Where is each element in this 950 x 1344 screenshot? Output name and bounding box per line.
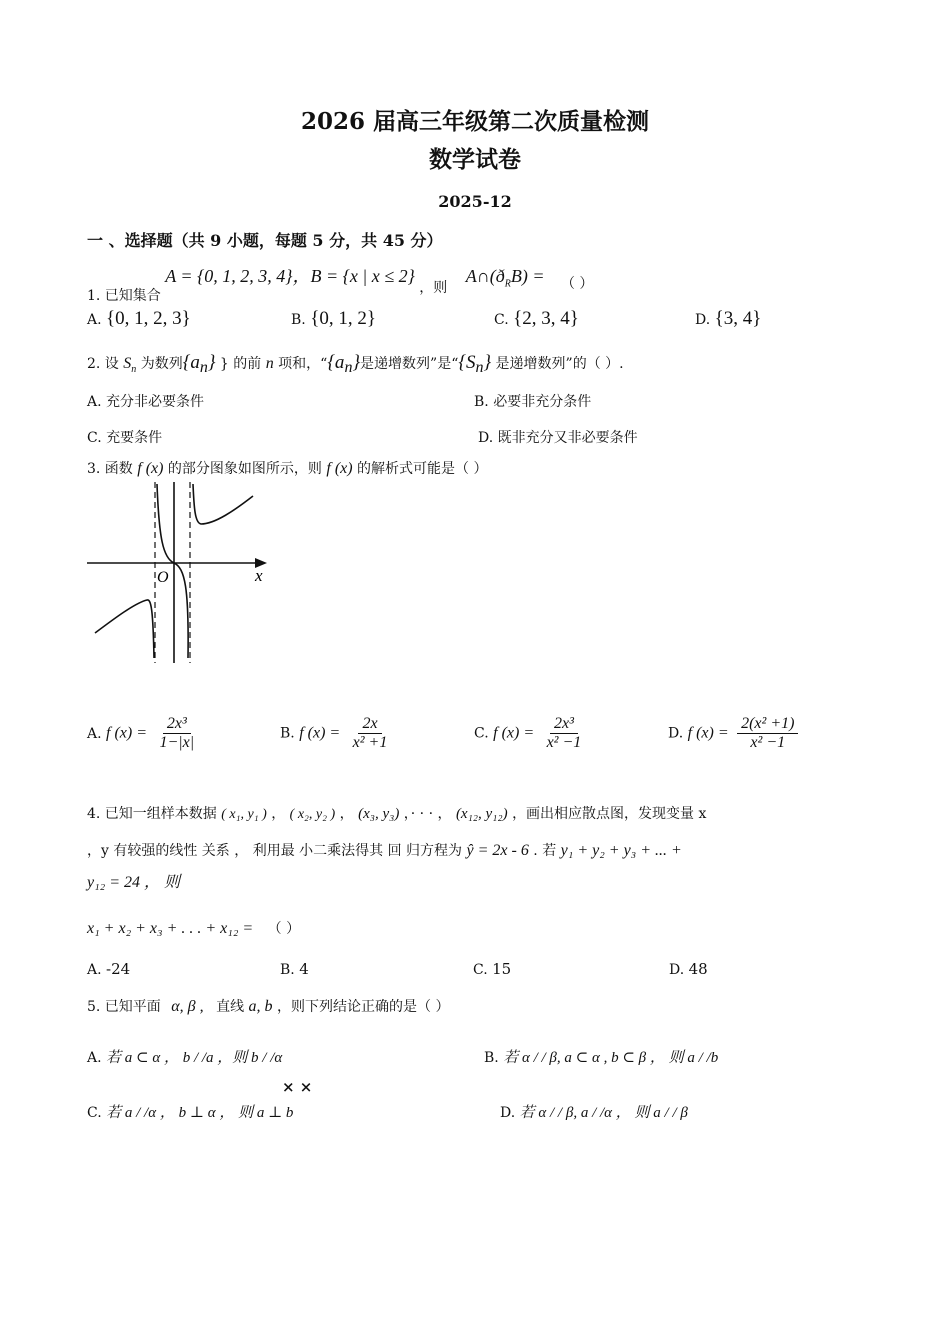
q4-option-c: C. 15: [473, 960, 512, 978]
question-4-line-4: x₁ + x₂ + x₃ + . . . + x₁₂ = （ ）: [87, 920, 301, 937]
function-graph: [85, 478, 280, 668]
q2-option-b: B. 必要非充分条件: [474, 394, 592, 410]
q2-option-c: C. 充要条件: [87, 430, 163, 446]
q1-option-c: C. {2, 3, 4}: [494, 308, 579, 329]
x-axis-label: x: [255, 566, 263, 585]
exam-subtitle: 数学试卷: [429, 146, 521, 173]
curve-left-branch: [95, 600, 154, 658]
q4-option-a: A. -24: [87, 960, 131, 978]
q5-option-d: D. 若 α / / β, a / /α ， 则 a / / β: [500, 1105, 688, 1121]
q4-option-b: B. 4: [280, 960, 309, 978]
question-4-line-2: ，y 有较强的线性 关系 ， 利用最 小二乘法得其 回 归方程为 ŷ = 2x - 6 . 若 y₁ + y₂ + y₃ + ... +: [87, 842, 682, 859]
q1-sets: A = {0, 1, 2, 3, 4}，B = {x | x ≤ 2}: [165, 266, 415, 286]
q2-option-d: D. 既非充分又非必要条件: [478, 430, 638, 446]
q4-option-d: D. 48: [669, 960, 708, 978]
q1-then: ，则: [419, 280, 448, 296]
exam-date: 2025-12: [438, 192, 512, 211]
q1-option-b: B. {0, 1, 2}: [291, 308, 376, 329]
origin-label: O: [157, 569, 169, 586]
q3-option-d: D. f (x) = $\frac{\text{2(x² +1)}}{\text{x² −1}}$: [668, 715, 802, 752]
q3-option-c: C. f (x) = $\frac{\text{2x³}}{\text{x² −1}}$: [474, 715, 582, 751]
q5-option-b: B. 若 α / / β, a ⊂ α , b ⊂ β ， 则 a / /b: [484, 1050, 719, 1066]
q3-option-b: B. f (x) = $\frac{2x}{\text{x² +1}}$: [280, 715, 388, 751]
curve-right-branch: [193, 484, 253, 524]
question-4-line-1: 4. 已知一组样本数据 ( x₁, y₁ ) ， ( x₂, y₂ ) ， (x₃, y₃) ，· · · ， (x₁₂, y₁₂) ，画出相应散点图，发现变量 x: [87, 806, 707, 822]
question-5: 5. 已知平面 α, β , 直线 a, b ，则下列结论正确的是（ ）: [87, 998, 450, 1015]
question-3: 3. 函数 f (x) 的部分图象如图所示，则 f (x) 的解析式可能是（ ）: [87, 460, 488, 477]
q1-answer-blank: （ ）: [560, 276, 594, 292]
q1-option-d: D. {3, 4}: [695, 308, 762, 329]
q3-option-a: A. f (x) = $\frac{\text{2x³}}{1-|x|}$: [87, 715, 195, 751]
q5-option-c: C. 若 a / /α ， b ⊥ α ， 则 a ⊥ b: [87, 1105, 294, 1121]
q1-expression: $A\cap(ð_RB)$ =: [465, 266, 545, 290]
cross-marks: × ×: [282, 1078, 313, 1096]
question-1: [87, 262, 594, 304]
section-heading: 一 、选择题（共 9 小题，每题 5 分，共 45 分）: [87, 231, 443, 250]
question-4-line-3: y₁₂ = 24 ， 则: [87, 874, 181, 891]
exam-title: 2026 届高三年级第二次质量检测: [300, 108, 650, 135]
q2-option-a: A. 充分非必要条件: [87, 394, 205, 410]
q1-prefix: 1. 已知集合: [87, 288, 161, 304]
q5-option-a: A. 若 a ⊂ α ， b / /a ，则 b / /α: [87, 1050, 283, 1066]
question-2: 2. 设 $S_n$ 为数列$\{a_n\}$ } 的前 n 项和，“$\{a_n\}$是递增数列”是“$\{S_n\}$ 是递增数列”的（ ）.: [87, 352, 624, 376]
q1-option-a: A. {0, 1, 2, 3}: [87, 308, 191, 329]
